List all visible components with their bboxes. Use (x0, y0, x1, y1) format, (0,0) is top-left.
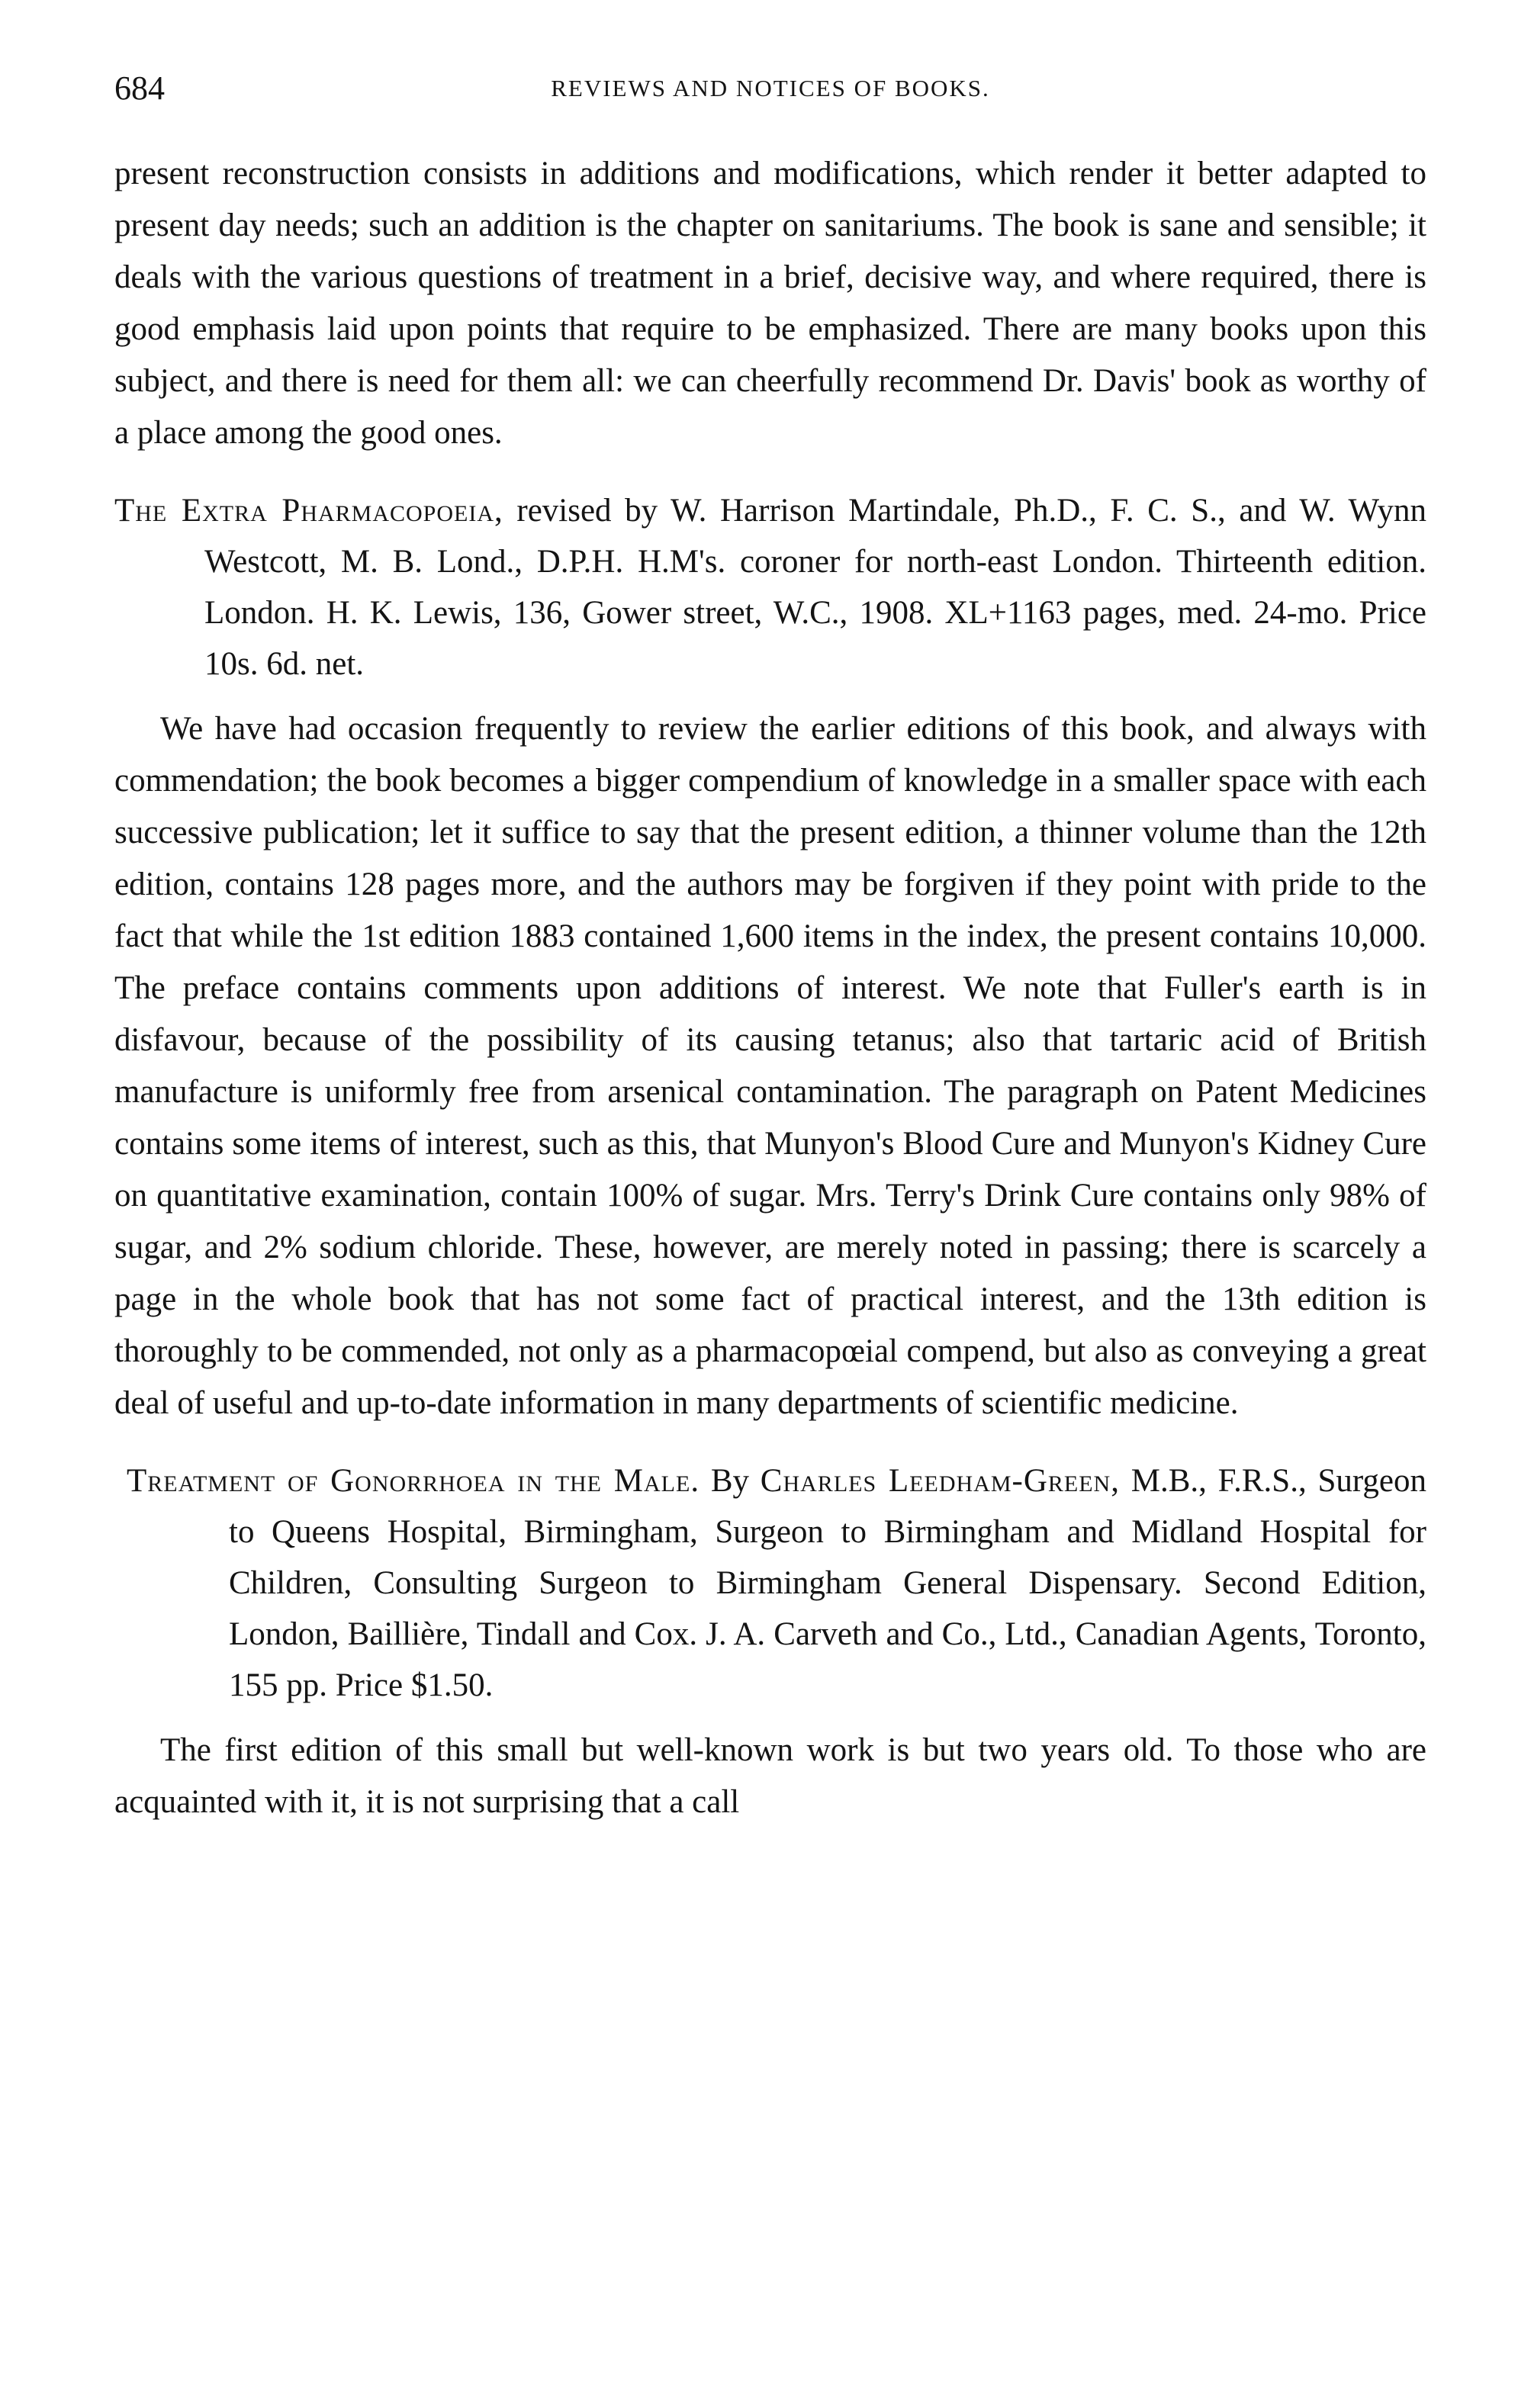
book-page (114, 69, 1426, 1828)
book-entry-gonorrhoea (114, 1455, 1426, 1711)
by-word: By (700, 1463, 761, 1499)
book-title: The Extra Pharmacopoeia, (114, 493, 503, 529)
running-head (114, 69, 1426, 122)
book-details: M.B., F.R.S., Surgeon to Queens Hospital, Birmingham, Surgeon to Birmingham and Midland Hospital for Children, Consulting Surgeon to Birmingham General Dispensary. Second Edition, London, Baillière, Tindall and Cox. J. A. Carveth and Co., Ltd., Canadian Agents, Toronto, 155 pp. Price $1.50. (229, 1463, 1427, 1703)
review-paragraph-gonorrhoea: The first edition of this small but well-known work is but two years old. To those who are acquainted with it, it is not surprising that a call (114, 1732, 1426, 1820)
book-title: Treatment of Gonorrhoea in the Male. (127, 1463, 700, 1499)
spacer (114, 1429, 1426, 1445)
opening-paragraph: present reconstruction consists in additions and modifications, which render it better adapted to present day needs; such an addition is the chapter on sanitariums. The book is sane and sensible; it deals with the various questions of treatment in a brief, decisive way, and where required, there is good emphasis laid upon points that require to be emphasized. There are many books upon this subject, and there is need for them all: we can cheerfully recommend Dr. Davis' book as worthy of a place among the good ones. (114, 156, 1426, 451)
review-paragraph-extra-pharmacopoeia: We have had occasion frequently to review the earlier editions of this book, and always with commendation; the book becomes a bigger compendium of knowledge in a smaller space with each successive publication; let it suffice to say that the present edition, a thinner volume than the 12th edition, contains 128 pages more, and the authors may be forgiven if they point with pride to the fact that while the 1st edition 1883 contained 1,600 items in the index, the present contains 10,000. The preface contains comments upon additions of interest. We note that Fuller's earth is in disfavour, because of the possibility of its causing tetanus; also that tartaric acid of British manufacture is uniformly free from arsenical contamination. The paragraph on Patent Medicines contains some items of interest, such as this, that Munyon's Blood Cure and Munyon's Kidney Cure on quantitative examination, contain 100% of sugar. Mrs. Terry's Drink Cure contains only 98% of sugar, and 2% sodium chloride. These, however, are merely noted in passing; there is scarcely a page in the whole book that has not some fact of practical interest, and the 13th edition is thoroughly to be commended, not only as a pharmacopœial compend, but also as conveying a great deal of useful and up-to-date information in many departments of scientific medicine. (114, 711, 1426, 1421)
page-number: 684 (114, 69, 165, 107)
book-entry-extra-pharmacopoeia (114, 485, 1426, 690)
book-author: Charles Leedham-Green, (760, 1463, 1120, 1499)
spacer (114, 459, 1426, 474)
book-details: revised by W. Harrison Martindale, Ph.D., F. C. S., and W. Wynn Westcott, M. B. Lond., D.P.H. H.M's. coroner for north-east London. Thirteenth edition. London. H. K. Lewis, 136, Gower street, W.C., 1908. XL+1163 pages, med. 24-mo. Price 10s. 6d. net. (204, 493, 1426, 682)
running-title: REVIEWS AND NOTICES OF BOOKS. (551, 75, 990, 101)
